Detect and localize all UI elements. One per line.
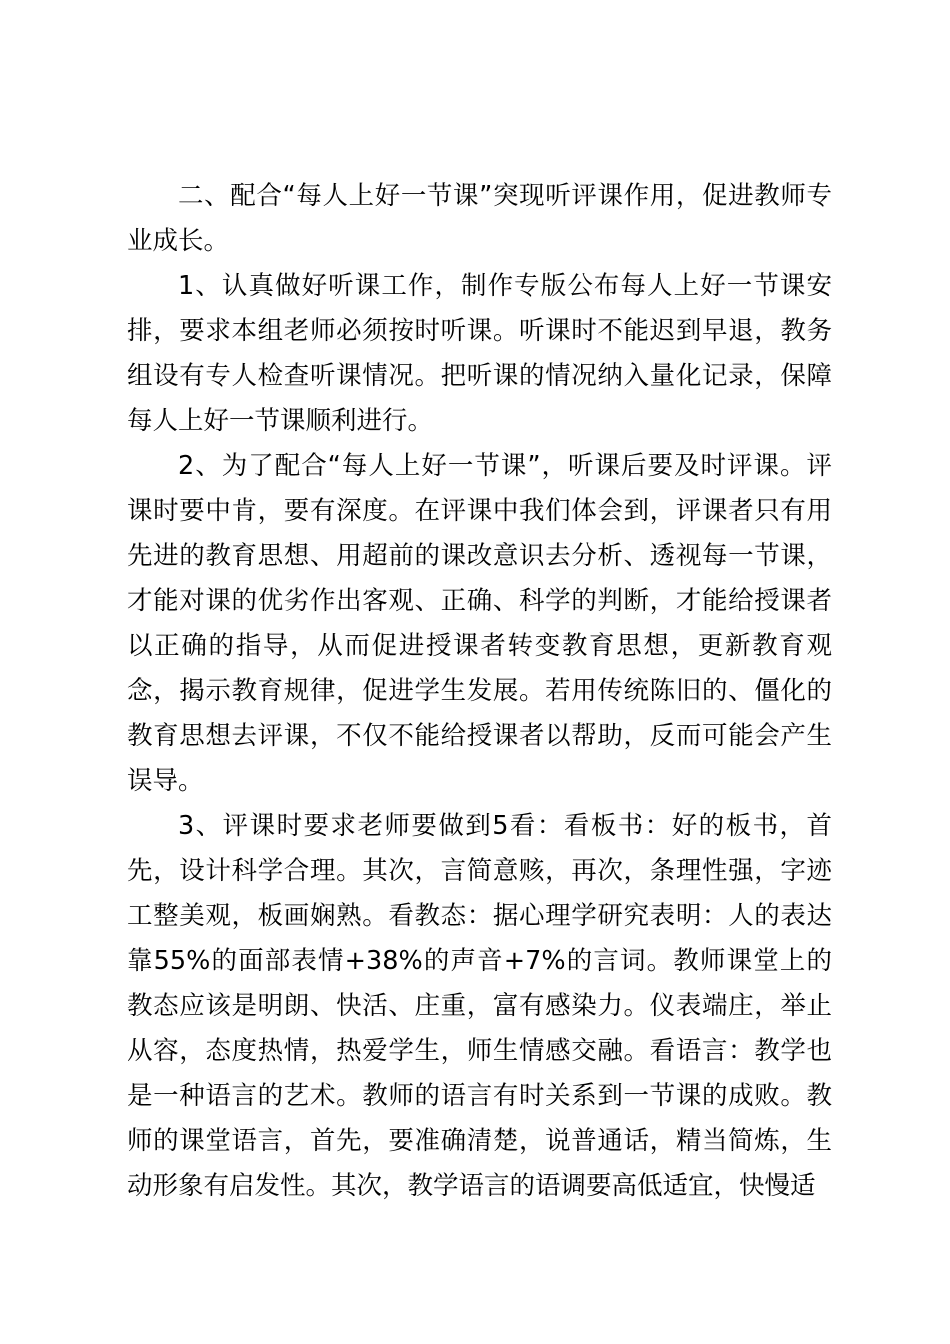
paragraph-item-3: 3、评课时要求老师要做到5看：看板书：好的板书，首先，设计科学合理。其次，言简意赅，再次，条理性强，字迹工整美观，板画娴熟。看教态：据心理学研究表明：人的表达靠55%的面部表情+38%的声音+7%的言词。教师课堂上的教态应该是明朗、快活、庄重，富有感染力。仪表端庄，举止从容，态度热情，热爱学生，师生情感交融。看语言：教学也是一种语言的艺术。教师的语言有时关系到一节课的成败。教师的课堂语言，首先，要准确清楚，说普通话，精当简炼，生动形象有启发性。其次，教学语言的语调要高低适宜，快慢适 xyxy=(127,811,832,1201)
paragraph-item-2: 2、为了配合“每人上好一节课”，听课后要及时评课。评课时要中肯，要有深度。在评课中我们体会到，评课者只有用先进的教育思想、用超前的课改意识去分析、透视每一节课，才能对课的优劣作出客观、正确、科学的判断，才能给授课者以正确的指导，从而促进授课者转变教育思想，更新教育观念，揭示教育规律，促进学生发展。若用传统陈旧的、僵化的教育思想去评课，不仅不能给授课者以帮助，反而可能会产生误导。 xyxy=(127,451,832,796)
document-body xyxy=(127,174,832,1209)
section-heading-paragraph: 二、配合“每人上好一节课”突现听评课作用，促进教师专业成长。 xyxy=(127,181,832,256)
paragraph-item-1: 1、认真做好听课工作，制作专版公布每人上好一节课安排，要求本组老师必须按时听课。听课时不能迟到早退，教务组设有专人检查听课情况。把听课的情况纳入量化记录，保障每人上好一节课顺利进行。 xyxy=(127,271,832,436)
